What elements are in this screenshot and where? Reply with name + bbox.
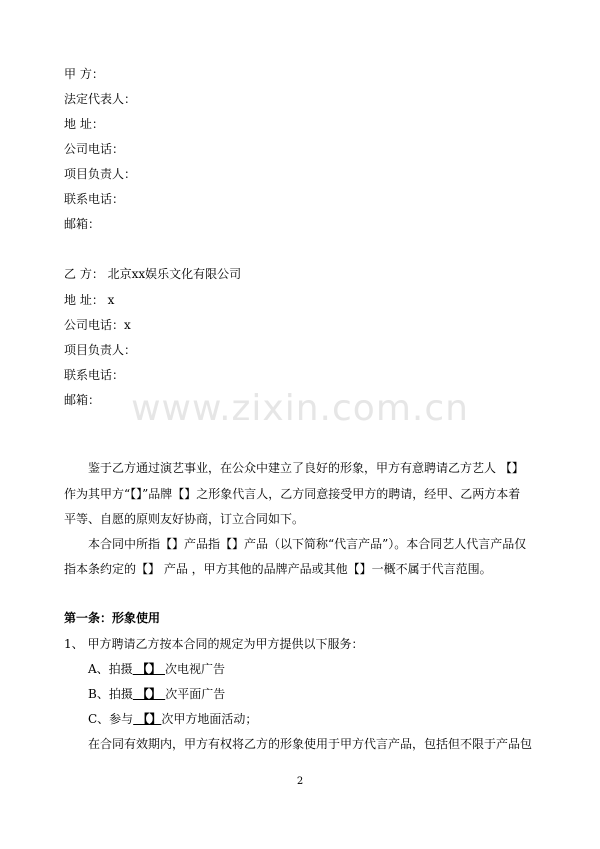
party-b-address-line: 地 址： x [64,293,115,307]
service-a-prefix: A、拍摄 [88,662,133,676]
service-c-suffix: 次甲方地面活动； [161,712,258,726]
party-a-contact-phone-label: 联系电话： [64,192,125,206]
party-a-address-label: 地 址： [64,117,104,131]
party-a-name-label: 甲 方： [64,67,104,81]
party-b-name-line: 乙 方： 北京xx娱乐文化有限公司 [64,267,242,281]
intro-p1-line2: 作为其甲方“【】”品牌【】之形象代言人，乙方同意接受甲方的聘请，经甲、乙两方本着 [64,487,521,501]
service-a-blank: 【】 [132,662,166,676]
article1-last-line: 在合同有效期内，甲方有权将乙方的形象使用于甲方代言产品，包括但不限于产品包 [88,737,533,751]
party-b-project-lead-label: 项目负责人： [64,343,137,357]
service-b-suffix: 次平面广告 [165,687,226,701]
article1-item1: 1、 甲方聘请乙方按本合同的规定为甲方提供以下服务： [64,637,364,651]
party-b-company-phone-line: 公司电话：x [64,318,131,332]
party-b-email-label: 邮箱： [64,393,101,407]
service-b-prefix: B、拍摄 [88,687,133,701]
service-a-suffix: 次电视广告 [165,662,226,676]
party-b-contact-phone-label: 联系电话： [64,368,125,382]
watermark: www.zixin.com.cn [131,388,469,429]
page-number: 2 [296,776,304,787]
service-b-blank: 【】 [132,687,166,701]
service-b [88,686,225,702]
article1-heading: 第一条：形象使用 [64,611,161,625]
party-a-email-label: 邮箱： [64,217,101,231]
service-c-prefix: C、参与 [88,712,134,726]
intro-p2-line1: 本合同中所指【】产品指【】产品（以下简称“代言产品”）。本合同艺人代言产品仅 [88,537,527,551]
party-a-legal-rep-label: 法定代表人： [64,92,137,106]
party-a-company-phone-label: 公司电话： [64,142,125,156]
intro-p2-line2: 指本条约定的【】 产品 ，甲方其他的品牌产品或其他【】一概不属于代言范围。 [64,562,492,576]
party-a-project-lead-label: 项目负责人： [64,167,137,181]
service-a [88,661,225,677]
service-c [88,711,257,727]
service-c-blank: 【】 [133,712,162,726]
intro-p1-line1: 鉴于乙方通过演艺事业，在公众中建立了良好的形象，甲方有意聘请乙方艺人 【】 [88,461,524,475]
intro-p1-line3: 平等、自愿的原则友好协商，订立合同如下。 [64,512,305,526]
